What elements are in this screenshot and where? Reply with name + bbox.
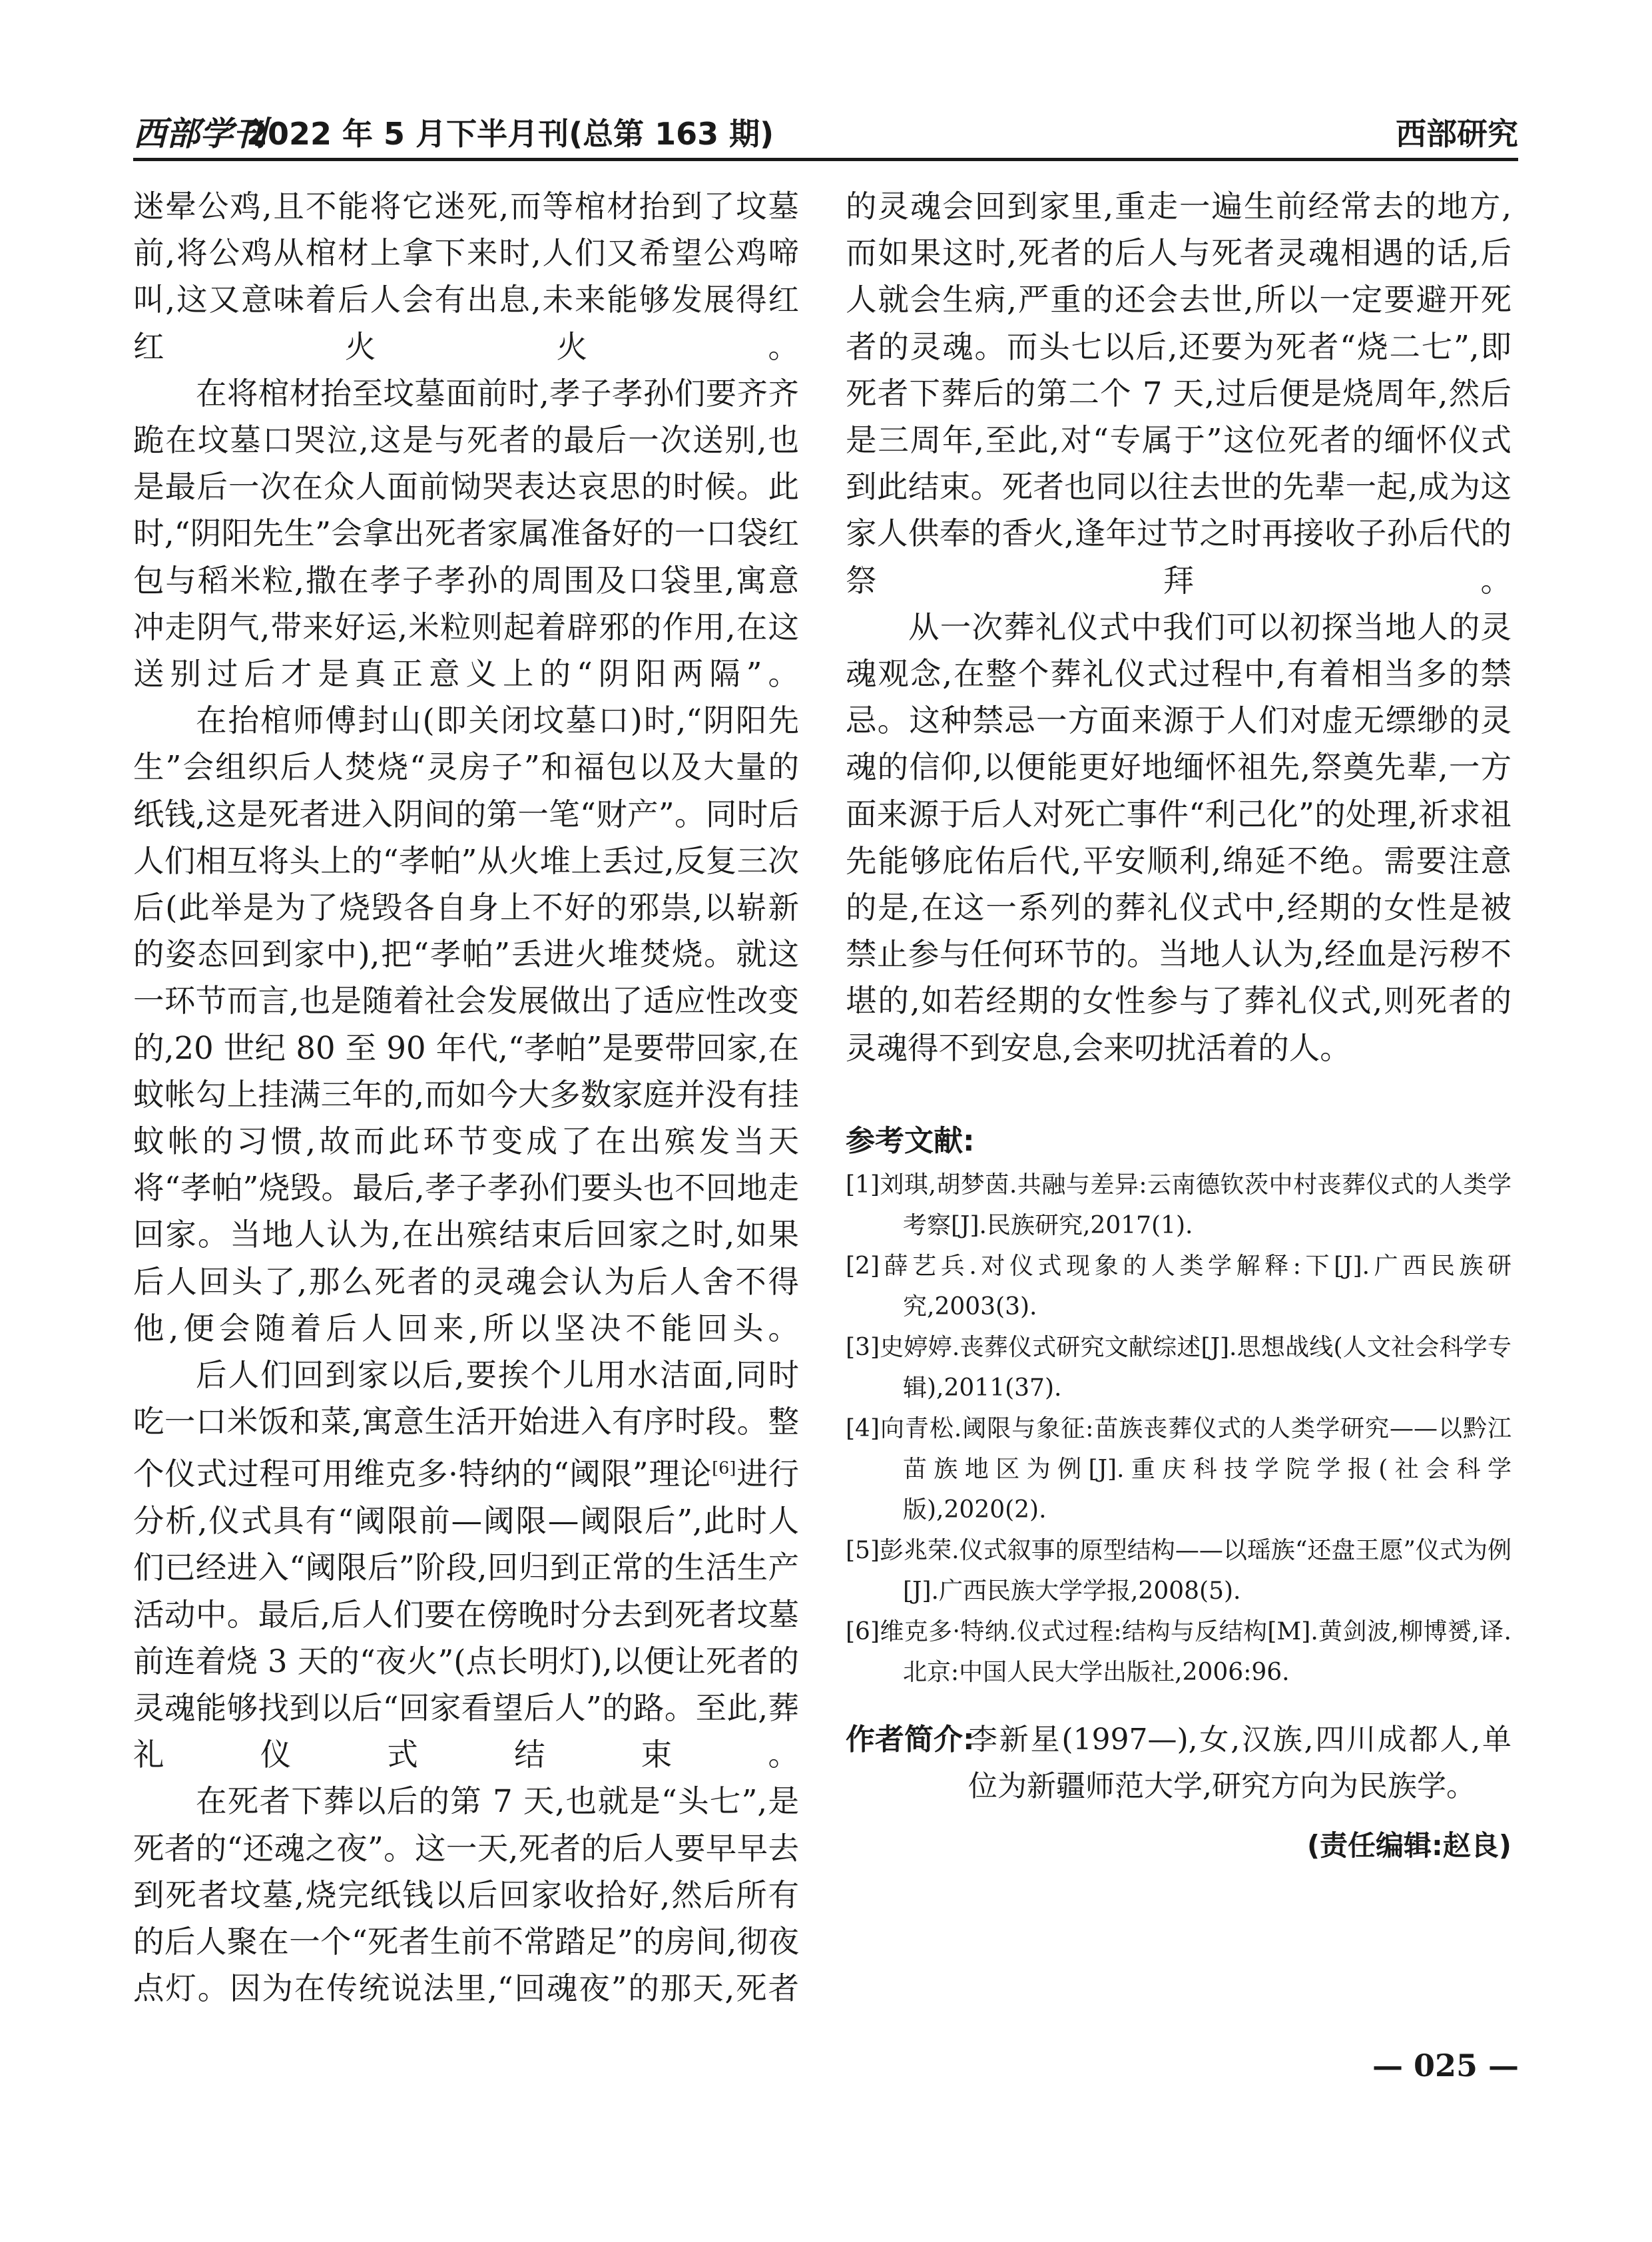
header-rule [133,158,1518,161]
paragraph: 在死者下葬以后的第 7 天,也就是“头七”,是死者的“还魂之夜”。这一天,死者的后人要早早去到死者坟墓,烧完纸钱以后回家收拾好,然后所有的后人聚在一个“死者生前不常踏足”的房间,彻夜点灯。因为在传统说法里,“回魂夜”的那天,死者 [133,1783,799,2007]
paragraph: 迷晕公鸡,且不能将它迷死,而等棺材抬到了坟墓前,将公鸡从棺材上拿下来时,人们又希望公鸡啼叫,这又意味着后人会有出息,未来能够发展得红红火火。 [133,188,799,365]
paragraph: 从一次葬礼仪式中我们可以初探当地人的灵魂观念,在整个葬礼仪式过程中,有着相当多的禁忌。这种禁忌一方面来源于人们对虚无缥缈的灵魂的信仰,以便能更好地缅怀祖先,祭奠先辈,一方面来源于后人对死亡事件“利己化”的处理,祈求祖先能够庇佑后代,平安顺利,绵延不绝。需要注意的是,在这一系列的葬礼仪式中,经期的女性是被禁止参与任何环节的。当地人认为,经血是污秽不堪的,如若经期的女性参与了葬礼仪式,则死者的灵魂得不到安息,会来叨扰活着的人。 [846,609,1512,1066]
author-bio [846,1717,1512,1810]
paragraph: 在将棺材抬至坟墓面前时,孝子孝孙们要齐齐跪在坟墓口哭泣,这是与死者的最后一次送别,也是最后一次在众人面前恸哭表达哀思的时候。此时,“阴阳先生”会拿出死者家属准备好的一口袋红包与稻米粒,撒在孝子孝孙的周围及口袋里,寓意冲走阴气,带来好运,米粒则起着辟邪的作用,在这送别过后才是真正意义上的“阴阳两隔”。 [133,375,799,693]
paragraph-text: 后人们回到家以后,要挨个儿用水洁面,同时吃一口米饭和菜,寓意生活开始进入有序时段。整个仪式过程可用维克多·特纳的“阈限”理论 [133,1357,799,1492]
reference-item: [3]史婷婷.丧葬仪式研究文献综述[J].思想战线(人文社会科学专辑),2011(37). [846,1333,1512,1402]
references-title: 参考文献: [846,1123,975,1158]
left-column [133,183,799,2012]
reference-item: [2]薛艺兵.对仪式现象的人类学解释:下[J].广西民族研究,2003(3). [846,1252,1512,1320]
right-column [846,183,1512,1866]
paragraph [133,1352,799,1778]
responsible-editor: (责任编辑:赵良) [1306,1828,1512,1862]
author-bio-text: 李新星(1997—),女,汉族,四川成都人,单位为新疆师范大学,研究方向为民族学。 [968,1722,1512,1803]
author-bio-label: 作者简介: [846,1722,975,1757]
page-header [133,110,1518,160]
citation-mark: [6] [712,1458,736,1479]
page-number: — 025 — [1372,2048,1519,2084]
reference-item: [1]刘琪,胡梦茵.共融与差异:云南德钦茨中村丧葬仪式的人类学考察[J].民族研究,2017(1). [846,1171,1512,1239]
journal-logo: 西部学刊 [133,114,266,153]
section-title: 西部研究 [1396,116,1518,152]
paragraph: 的灵魂会回到家里,重走一遍生前经常去的地方,而如果这时,死者的后人与死者灵魂相遇的话,后人就会生病,严重的还会去世,所以一定要避开死者的灵魂。而头七以后,还要为死者“烧二七”,即死者下葬后的第二个 7 天,过后便是烧周年,然后是三周年,至此,对“专属于”这位死者的缅怀仪式到此结束。死者也同以往去世的先辈一起,成为这家人供奉的香火,逢年过节之时再接收子孙后代的祭拜。 [846,188,1512,599]
reference-item: [5]彭兆荣.仪式叙事的原型结构——以瑶族“还盘王愿”仪式为例[J].广西民族大学学报,2008(5). [846,1536,1512,1605]
reference-item: [4]向青松.阈限与象征:苗族丧葬仪式的人类学研究——以黔江苗族地区为例[J].重庆科技学院学报(社会科学版),2020(2). [846,1414,1512,1524]
spacer [846,1071,1512,1118]
paragraph: 在抬棺师傅封山(即关闭坟墓口)时,“阴阳先生”会组织后人焚烧“灵房子”和福包以及大量的纸钱,这是死者进入阴间的第一笔“财产”。同时后人们相互将头上的“孝帕”从火堆上丢过,反复三次后(此举是为了烧毁各自身上不好的邪祟,以崭新的姿态回到家中),把“孝帕”丢进火堆焚烧。就这一环节而言,也是随着社会发展做出了适应性改变的,20 世纪 80 至 90 年代,“孝帕”是要带回家,在蚊帐勾上挂满三年的,而如今大多数家庭并没有挂蚊帐的习惯,故而此环节变成了在出殡发当天将“孝帕”烧毁。最后,孝子孝孙们要头也不回地走回家。当地人认为,在出殡结束后回家之时,如果后人回头了,那么死者的灵魂会认为后人舍不得他,便会随着后人回来,所以坚决不能回头。 [133,702,799,1346]
issue-info: 2022 年 5 月下半月刊(总第 163 期) [246,116,774,152]
reference-item: [6]维克多·特纳.仪式过程:结构与反结构[M].黄剑波,柳博赟,译.北京:中国人民大学出版社,2006:96. [846,1617,1512,1686]
paragraph-text: 进行分析,仪式具有“阈限前—阈限—阈限后”,此时人们已经进入“阈限后”阶段,回归到正常的生活生产活动中。最后,后人们要在傍晚时分去到死者坟墓前连着烧 3 天的“夜火”(点长明灯),以便让死者的灵魂能够找到以后“回家看望后人”的路。至此,葬礼仪式结束。 [133,1456,800,1773]
